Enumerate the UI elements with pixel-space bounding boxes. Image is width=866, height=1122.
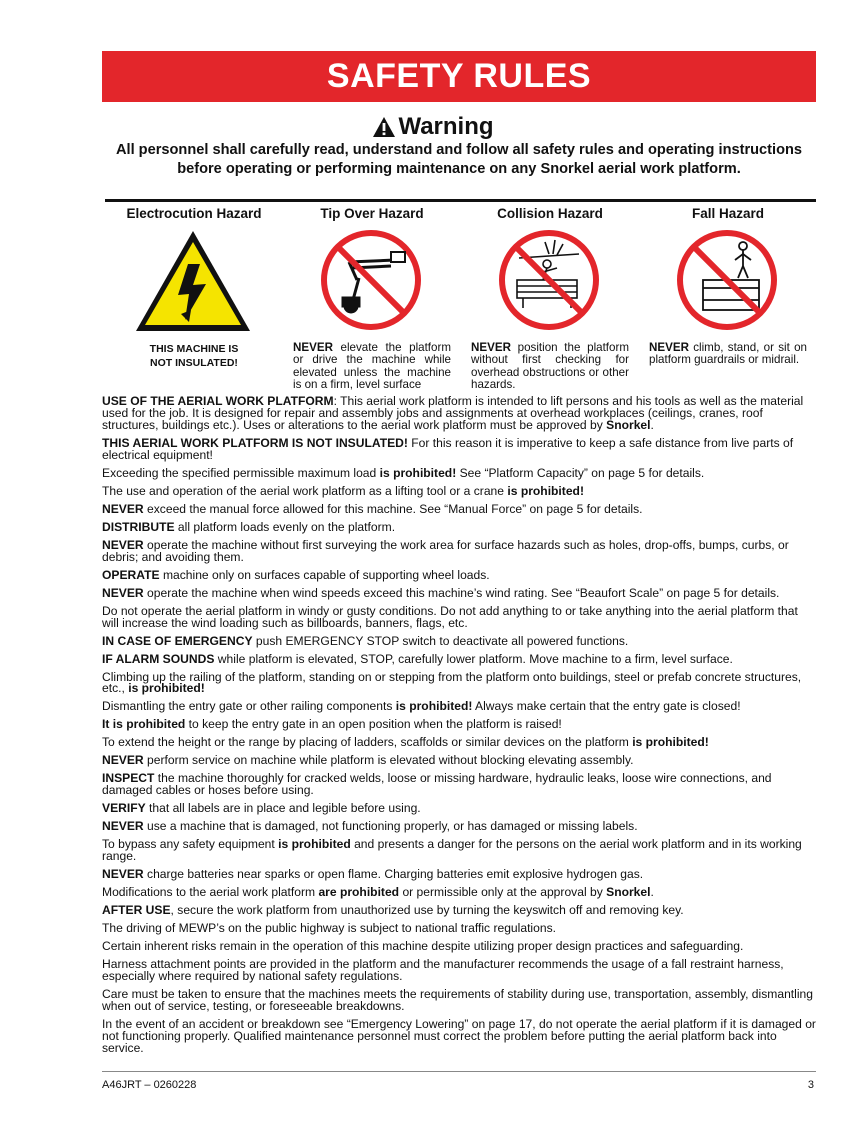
rule-emphasis: NEVER	[102, 867, 144, 882]
footer-doc-code: A46JRT – 0260228	[102, 1079, 197, 1091]
section-divider	[105, 199, 816, 202]
rule-text: The driving of MEWP’s on the public highway is subject to national traffic regulations.	[102, 921, 556, 936]
hazard-desc-text: position the platform without first checking for overhead obstructions or other hazards.	[471, 341, 629, 391]
safety-rule	[102, 603, 816, 630]
rule-text: For this reason it is imperative to keep a safe distance from live parts of electrical equipment!	[102, 435, 794, 462]
rule-text: Care must be taken to ensure that the machines meets the requirements of stability during use, transportation, assembly, dismantling when out of service, testing, or foreseeable breakdowns.	[102, 987, 813, 1014]
rule-text: Always make certain that the entry gate is closed!	[472, 699, 741, 714]
hazard-fall	[639, 206, 817, 392]
rule-text: The use and operation of the aerial work platform as a lifting tool or a crane	[102, 483, 508, 498]
rule-emphasis: Snorkel	[606, 417, 651, 432]
hazard-title: Tip Over Hazard	[320, 206, 424, 221]
hazard-desc-text: climb, stand, or sit on platform guardrails or midrail.	[649, 341, 807, 367]
safety-rule	[102, 803, 816, 815]
rule-text: .	[650, 417, 654, 432]
rule-emphasis: is prohibited!	[632, 735, 709, 750]
safety-rule	[102, 905, 816, 917]
rule-text: See “Platform Capacity” on page 5 for details.	[456, 465, 705, 480]
rule-emphasis: AFTER USE	[102, 903, 171, 918]
safety-rule	[102, 651, 816, 666]
rule-text: Dismantling the entry gate or other railing components	[102, 699, 396, 714]
hazard-description	[293, 342, 451, 391]
rule-text: while platform is elevated, STOP, carefully lower platform. Move machine to a firm, level surface.	[214, 651, 733, 666]
high-voltage-icon	[133, 228, 253, 334]
warning-heading-text: Warning	[398, 113, 494, 140]
rule-emphasis: is prohibited!	[128, 681, 205, 696]
safety-rule	[102, 959, 816, 983]
hazard-desc-line: NOT INSULATED!	[150, 357, 238, 369]
rule-text: Certain inherent risks remain in the operation of this machine despite utilizing proper design practices and safeguarding.	[102, 939, 744, 954]
safety-rule	[102, 989, 816, 1013]
rule-emphasis: NEVER	[102, 585, 144, 600]
rule-emphasis: is prohibited!	[395, 699, 473, 714]
rule-text: , secure the work platform from unauthorized use by turning the keyswitch off and removing key.	[170, 903, 684, 918]
rule-emphasis: NEVER	[102, 501, 144, 516]
rule-text: operate the machine without first surveying the work area for surface hazards such as holes, drop-offs, bumps, curbs, or debris; and avoiding them.	[102, 537, 789, 564]
rule-text: push EMERGENCY STOP switch to deactivate all powered functions.	[252, 633, 629, 648]
rule-text: Climbing up the railing of the platform, standing on or stepping from the platform onto buildings, steel or prefab concrete structures, etc.,	[102, 669, 802, 696]
rule-emphasis: It is prohibited	[102, 717, 186, 732]
rule-emphasis: INSPECT	[102, 771, 155, 786]
rule-emphasis: are prohibited	[318, 885, 400, 900]
safety-rule	[102, 501, 816, 516]
safety-rule	[102, 839, 816, 863]
rule-text: use a machine that is damaged, not functioning properly, or has damaged or missing labels.	[143, 819, 638, 834]
safety-rule	[102, 465, 816, 480]
rule-text: or permissible only at the approval by	[399, 885, 607, 900]
hazard-title: Electrocution Hazard	[126, 206, 262, 221]
hazard-panel	[105, 206, 816, 392]
rule-text: operate the machine when wind speeds exceed this machine’s wind rating. See “Beaufort Scale” on page 5 for details.	[143, 585, 780, 600]
rule-text: the machine thoroughly for cracked welds, loose or missing hardware, hydraulic leaks, loose wire connections, and damaged cables or hoses before using.	[102, 771, 772, 798]
rule-emphasis: NEVER	[102, 537, 144, 552]
title-banner	[102, 51, 816, 102]
safety-rule	[102, 1019, 816, 1055]
safety-rule	[102, 567, 816, 582]
rule-emphasis: NEVER	[102, 753, 144, 768]
safety-rule	[102, 719, 816, 731]
safety-rule	[102, 669, 816, 696]
rule-text: To extend the height or the range by placing of ladders, scaffolds or similar devices on the platform	[102, 735, 633, 750]
rule-text: Harness attachment points are provided in the platform and the manufacturer recommends the usage of a fall restraint harness, especially where required by national safety regulations.	[102, 957, 784, 984]
intro-line-2: before operating or performing maintenance on any Snorkel aerial work platform.	[177, 161, 741, 177]
hazard-description	[105, 342, 283, 370]
page-title: SAFETY RULES	[326, 57, 592, 95]
hazard-lead: NEVER	[649, 341, 689, 354]
rule-text: In the event of an accident or breakdown see “Emergency Lowering” on page 17, do not operate the aerial platform if it is damaged or not functioning properly. Qualified maintenance personnel must correct the problem before putting the aerial platform back into service.	[102, 1017, 816, 1055]
rule-text: .	[650, 885, 654, 900]
safety-rule	[102, 701, 816, 713]
page-number: 3	[807, 1079, 814, 1091]
hazard-tip-over	[283, 206, 461, 392]
rule-emphasis: is prohibited!	[379, 465, 457, 480]
rule-text: machine only on surfaces capable of supporting wheel loads.	[159, 567, 490, 582]
rule-text: perform service on machine while platform is elevated without blocking elevating assembly.	[143, 753, 634, 768]
rule-emphasis: IN CASE OF EMERGENCY	[102, 633, 253, 648]
hazard-electrocution	[105, 206, 283, 392]
rule-text: Do not operate the aerial platform in windy or gusty conditions. Do not add anything to or take anything into the aerial platform that will increase the wind loading such as billboards, banners, flags, etc.	[102, 603, 798, 630]
hazard-desc-line: THIS MACHINE IS	[149, 343, 239, 355]
safety-rules-list	[102, 396, 816, 1061]
safety-rule	[102, 585, 816, 600]
collision-prohibited-icon	[497, 228, 601, 332]
rule-text: exceed the manual force allowed for this machine. See “Manual Force” on page 5 for details.	[143, 501, 643, 516]
safety-rule	[102, 773, 816, 797]
rule-emphasis: IF ALARM SOUNDS	[102, 651, 215, 666]
rule-emphasis: Snorkel	[606, 885, 651, 900]
rule-text: Modifications to the aerial work platform	[102, 885, 319, 900]
fall-prohibited-icon	[675, 228, 779, 332]
hazard-collision	[461, 206, 639, 392]
safety-rule	[102, 887, 816, 899]
warning-heading	[0, 113, 866, 141]
intro-line-1: All personnel shall carefully read, understand and follow all safety rules and operating instructions	[115, 142, 803, 158]
safety-rule	[102, 519, 816, 534]
rule-text: : This aerial work platform is intended to lift persons and his tools as well as the material used for the job. It is designed for repair and assembly jobs and assignments at overhead workplaces (ceilings, cranes, roof structures, buildings etc.). Uses or alterations to the aerial work platform must be approved by	[102, 394, 804, 432]
safety-rule	[102, 869, 816, 881]
rule-emphasis: NEVER	[102, 819, 144, 834]
safety-rule	[102, 821, 816, 833]
footer-divider	[102, 1071, 816, 1072]
rule-text: to keep the entry gate in an open position when the platform is raised!	[185, 717, 562, 732]
hazard-lead: NEVER	[293, 341, 333, 354]
rule-emphasis: THIS AERIAL WORK PLATFORM IS NOT INSULATED!	[102, 435, 408, 450]
hazard-desc-text: elevate the platform or drive the machine while elevated unless the machine is on a firm, level surface	[293, 341, 451, 391]
hazard-lead: NEVER	[471, 341, 511, 354]
rule-text: To bypass any safety equipment	[102, 837, 279, 852]
rule-emphasis: USE OF THE AERIAL WORK PLATFORM	[102, 394, 334, 408]
rule-emphasis: VERIFY	[102, 801, 146, 816]
hazard-description	[471, 342, 629, 391]
rule-emphasis: DISTRIBUTE	[102, 519, 175, 534]
tip-over-prohibited-icon	[319, 228, 423, 332]
rule-text: Exceeding the specified permissible maximum load	[102, 465, 380, 480]
safety-rule	[102, 396, 816, 432]
safety-rule	[102, 435, 816, 462]
rule-text: and presents a danger for the persons on the aerial work platform and in its working range.	[102, 837, 802, 864]
rule-emphasis: is prohibited!	[507, 483, 584, 498]
hazard-title: Collision Hazard	[497, 206, 603, 221]
rule-emphasis: OPERATE	[102, 567, 160, 582]
safety-rule	[102, 941, 816, 953]
warning-triangle-icon	[372, 116, 396, 138]
safety-rule	[102, 633, 816, 648]
safety-rule	[102, 755, 816, 767]
warning-intro	[102, 141, 816, 179]
safety-rule	[102, 923, 816, 935]
rule-text: charge batteries near sparks or open flame. Charging batteries emit explosive hydrogen gas.	[143, 867, 644, 882]
hazard-description	[649, 342, 807, 367]
rule-text: all platform loads evenly on the platform.	[174, 519, 396, 534]
hazard-title: Fall Hazard	[691, 206, 765, 221]
rule-emphasis: is prohibited	[278, 837, 351, 852]
safety-rule	[102, 537, 816, 564]
safety-rule	[102, 483, 816, 498]
rule-text: that all labels are in place and legible before using.	[145, 801, 421, 816]
safety-rule	[102, 737, 816, 749]
